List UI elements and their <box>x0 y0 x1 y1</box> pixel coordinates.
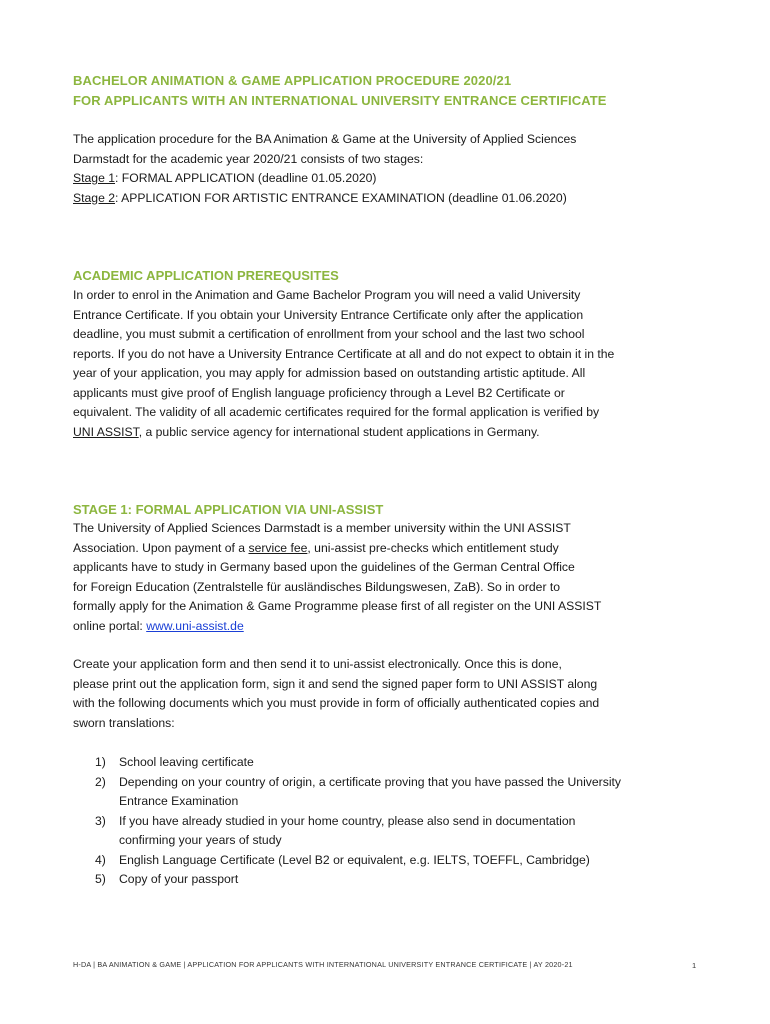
document-title <box>73 71 607 110</box>
list-item <box>95 851 705 871</box>
list-item-text: confirming your years of study <box>119 833 282 847</box>
page-footer: H-DA | BA ANIMATION & GAME | APPLICATION FOR APPLICANTS WITH INTERNATIONAL UNIVERSITY ENTRANCE CERTIFICATE | AY 2020-21 <box>73 960 573 969</box>
prereq-line-rest: , a public service agency for international student applications in Germany. <box>138 424 540 439</box>
prereq-line <box>73 423 698 443</box>
prereq-line: year of your application, you may apply for admission based on outstanding artistic aptitude. All <box>73 366 586 380</box>
prerequisites-paragraph <box>73 286 698 442</box>
list-item-number: 5) <box>95 872 106 886</box>
uni-assist-link[interactable]: UNI ASSIST <box>73 424 139 439</box>
intro-paragraph <box>73 130 698 208</box>
documents-list <box>95 753 705 890</box>
list-item-number: 4) <box>95 852 106 867</box>
list-item-text: Entrance Examination <box>119 794 239 808</box>
create-paragraph <box>73 655 698 733</box>
stage-1-text: : FORMAL APPLICATION (deadline 01.05.2020) <box>115 171 377 185</box>
intro-line: Darmstadt for the academic year 2020/21 consists of two stages: <box>73 151 424 166</box>
prereq-line: In order to enrol in the Animation and Game Bachelor Program you will need a valid University <box>73 288 581 302</box>
list-item-number: 3) <box>95 813 106 828</box>
create-line: sworn translations: <box>73 715 175 730</box>
list-item <box>95 870 705 890</box>
list-item <box>95 812 705 851</box>
prereq-line: reports. If you do not have a University Entrance Certificate at all and do not expect to obtain it in the <box>73 346 615 361</box>
service-fee-link[interactable]: service fee <box>248 540 308 555</box>
prerequisites-heading: ACADEMIC APPLICATION PREREQUSITES <box>73 268 339 283</box>
list-item <box>95 753 705 773</box>
list-item-text: English Language Certificate (Level B2 or equivalent, e.g. IELTS, TOEFFL, Cambridge) <box>119 852 590 867</box>
stage-2-label: Stage 2 <box>73 190 116 205</box>
stage1-line-text: Association. Upon payment of a <box>73 540 249 555</box>
stage1-line: for Foreign Education (Zentralstelle für ausländisches Bildungswesen, ZaB). So in order to <box>73 579 561 594</box>
stage1-line: formally apply for the Animation & Game Programme please first of all register on the UNI ASSIST <box>73 599 602 613</box>
list-item-text: School leaving certificate <box>119 755 254 769</box>
create-line: Create your application form and then send it to uni-assist electronically. Once this is done, <box>73 657 562 671</box>
stage1-line <box>73 539 698 559</box>
title-line-2: FOR APPLICANTS WITH AN INTERNATIONAL UNIVERSITY ENTRANCE CERTIFICATE <box>73 92 607 108</box>
stage1-line-text: , uni-assist pre-checks which entitlement study <box>307 540 559 555</box>
intro-line: The application procedure for the BA Animation & Game at the University of Applied Sciences <box>73 132 577 146</box>
list-item-text: Depending on your country of origin, a certificate proving that you have passed the University <box>119 774 622 789</box>
stage-2-line <box>73 189 698 209</box>
title-line-1: BACHELOR ANIMATION & GAME APPLICATION PROCEDURE 2020/21 <box>73 73 512 88</box>
prereq-line: equivalent. The validity of all academic certificates required for the formal application is verified by <box>73 405 600 419</box>
prereq-line: Entrance Certificate. If you obtain your University Entrance Certificate only after the application <box>73 307 584 322</box>
list-item <box>95 773 705 812</box>
list-item-number: 2) <box>95 774 106 789</box>
create-line: please print out the application form, sign it and send the signed paper form to UNI ASSIST along <box>73 676 598 691</box>
list-item-text: Copy of your passport <box>119 872 239 886</box>
list-item-text: If you have already studied in your home country, please also send in documentation <box>119 813 576 828</box>
stage1-line: The University of Applied Sciences Darmstadt is a member university within the UNI ASSIST <box>73 521 571 535</box>
list-item-number: 1) <box>95 755 106 769</box>
stage-1-heading: STAGE 1: FORMAL APPLICATION VIA UNI-ASSIST <box>73 502 384 517</box>
stage-1-line <box>73 169 698 189</box>
prereq-line: deadline, you must submit a certification of enrollment from your school and the last two school <box>73 327 585 341</box>
stage-1-paragraph <box>73 519 698 636</box>
stage-1-label: Stage 1 <box>73 171 116 185</box>
stage1-line: applicants have to study in Germany based upon the guidelines of the German Central Office <box>73 560 575 574</box>
page-number: 1 <box>692 961 697 970</box>
stage1-line-text: online portal: <box>73 618 147 633</box>
stage-2-text: : APPLICATION FOR ARTISTIC ENTRANCE EXAMINATION (deadline 01.06.2020) <box>115 190 567 205</box>
stage1-line <box>73 617 698 637</box>
prereq-line: applicants must give proof of English language proficiency through a Level B2 Certificate or <box>73 385 565 400</box>
create-line: with the following documents which you must provide in form of officially authenticated copies and <box>73 696 600 710</box>
uni-assist-website-link[interactable]: www.uni-assist.de <box>146 618 244 633</box>
